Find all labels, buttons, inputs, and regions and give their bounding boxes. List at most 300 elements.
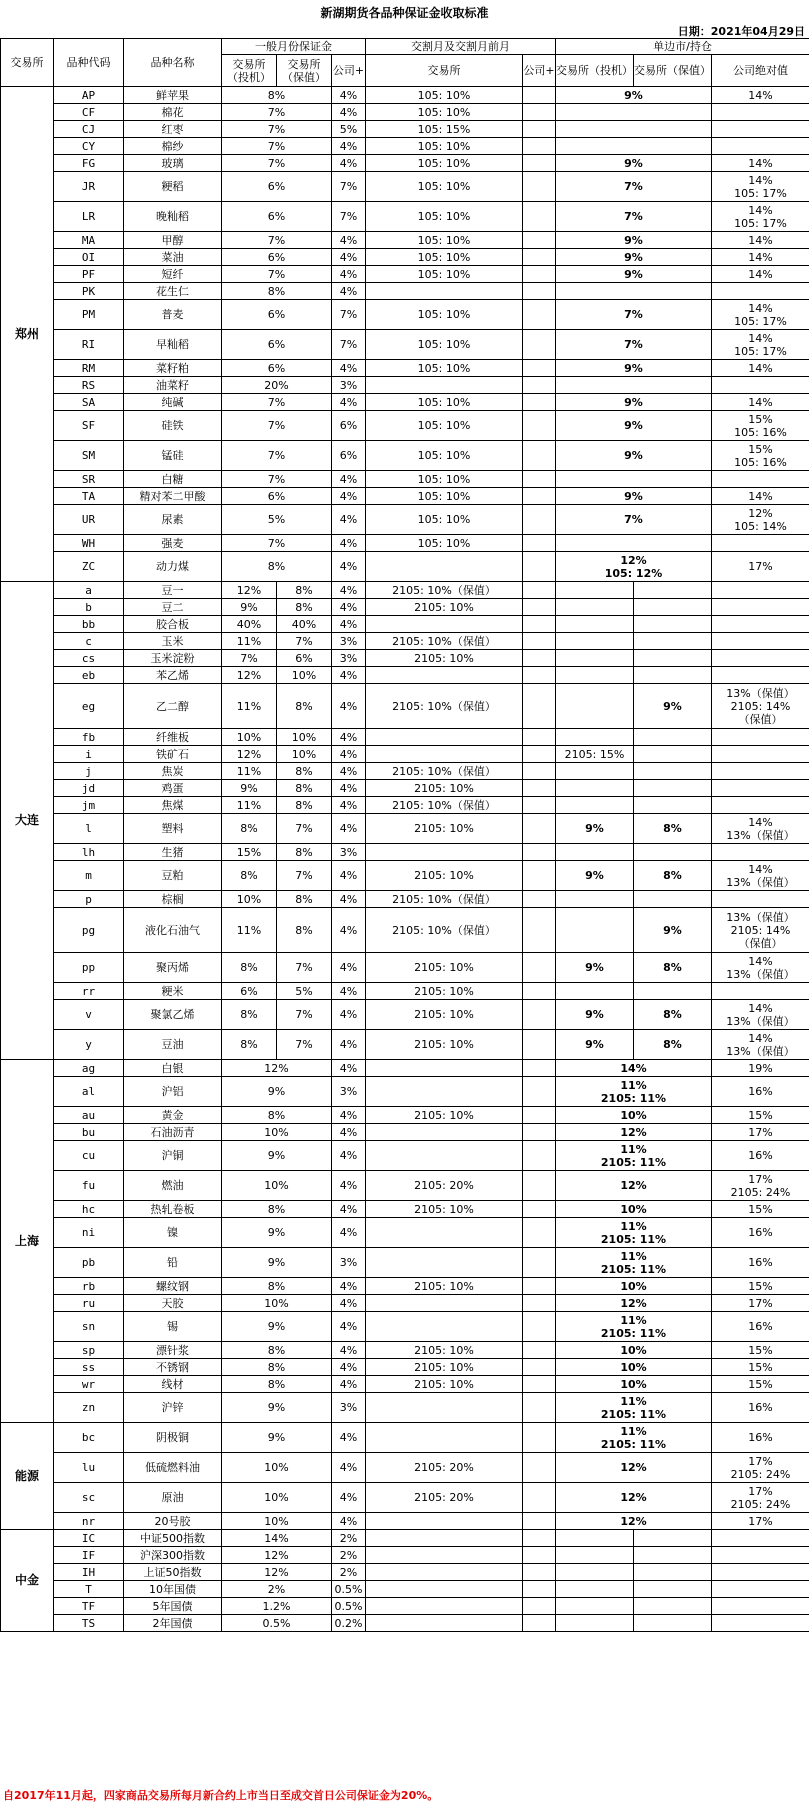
general-margin-cell: 9% [222,1393,332,1423]
single-hedge-cell [634,1598,712,1615]
table-row [1,797,809,814]
code-cell: TA [54,488,124,505]
single-margin-cell: 10% [556,1201,712,1218]
single-spec-cell [556,684,634,729]
general-company-cell: 4% [332,1000,366,1030]
general-spec-cell: 8% [222,1030,277,1060]
general-margin-cell: 6% [222,172,332,202]
general-margin-cell: 14% [222,1530,332,1547]
general-margin-cell: 10% [222,1295,332,1312]
name-cell: 纯碱 [124,394,222,411]
delivery-exchange-cell: 105: 10% [366,471,523,488]
single-company-cell: 17% [712,1124,809,1141]
general-company-cell: 5% [332,121,366,138]
single-company-cell [712,1564,809,1581]
general-margin-cell: 7% [222,104,332,121]
general-company-cell: 4% [332,582,366,599]
delivery-exchange-cell: 2105: 20% [366,1483,523,1513]
table-row [1,684,809,729]
table-row [1,1124,809,1141]
name-cell: 玉米淀粉 [124,650,222,667]
general-spec-cell: 11% [222,763,277,780]
single-hedge-cell [634,746,712,763]
general-margin-cell: 6% [222,488,332,505]
single-margin-cell [556,535,712,552]
single-margin-cell: 9% [556,488,712,505]
single-company-cell [712,844,809,861]
single-margin-cell: 11% 2105: 11% [556,1077,712,1107]
delivery-exchange-cell: 105: 10% [366,330,523,360]
general-company-cell: 4% [332,780,366,797]
code-cell: zn [54,1393,124,1423]
code-cell: PM [54,300,124,330]
single-margin-cell: 7% [556,202,712,232]
delivery-exchange-cell: 105: 10% [366,441,523,471]
general-company-cell: 4% [332,797,366,814]
general-margin-cell: 7% [222,121,332,138]
general-hedge-cell: 10% [277,746,332,763]
general-company-cell: 4% [332,1423,366,1453]
general-margin-cell: 6% [222,330,332,360]
single-spec-cell [556,908,634,953]
general-spec-cell: 11% [222,908,277,953]
delivery-company-cell [523,535,556,552]
general-spec-cell: 12% [222,746,277,763]
single-company-cell: 15% [712,1359,809,1376]
table-row [1,505,809,535]
single-company-cell: 13%（保值） 2105: 14% （保值） [712,908,809,953]
code-cell: y [54,1030,124,1060]
table-row [1,300,809,330]
header-exchange: 交易所 [1,39,54,87]
general-margin-cell: 10% [222,1171,332,1201]
general-margin-cell: 7% [222,441,332,471]
general-company-cell: 0.5% [332,1598,366,1615]
single-company-cell: 16% [712,1393,809,1423]
general-margin-cell: 10% [222,1124,332,1141]
name-cell: 花生仁 [124,283,222,300]
header-delivery: 交割月及交割月前月 [366,39,556,55]
code-cell: UR [54,505,124,535]
delivery-exchange-cell: 2105: 10% [366,599,523,616]
single-spec-cell [556,983,634,1000]
table-row [1,582,809,599]
code-cell: T [54,1581,124,1598]
header-single-spec: 交易所（投机） [556,55,634,87]
delivery-company-cell [523,1393,556,1423]
name-cell: 棕榈 [124,891,222,908]
delivery-exchange-cell [366,1141,523,1171]
code-cell: a [54,582,124,599]
code-cell: bb [54,616,124,633]
table-row [1,249,809,266]
general-spec-cell: 8% [222,861,277,891]
single-company-cell: 14% 13%（保值） [712,1030,809,1060]
delivery-company-cell [523,155,556,172]
table-row [1,1030,809,1060]
name-cell: 热轧卷板 [124,1201,222,1218]
single-hedge-cell [634,844,712,861]
table-row [1,1218,809,1248]
delivery-exchange-cell: 2105: 10%（保值） [366,891,523,908]
name-cell: 豆一 [124,582,222,599]
code-cell: TF [54,1598,124,1615]
general-company-cell: 4% [332,249,366,266]
single-margin-cell: 7% [556,330,712,360]
general-spec-cell: 8% [222,953,277,983]
delivery-company-cell [523,1598,556,1615]
table-row [1,121,809,138]
delivery-company-cell [523,1171,556,1201]
delivery-exchange-cell [366,377,523,394]
general-company-cell: 4% [332,104,366,121]
name-cell: 原油 [124,1483,222,1513]
general-company-cell: 4% [332,1359,366,1376]
single-company-cell: 16% [712,1141,809,1171]
delivery-company-cell [523,780,556,797]
single-hedge-cell: 9% [634,908,712,953]
general-margin-cell: 9% [222,1141,332,1171]
single-company-cell: 15% [712,1278,809,1295]
code-cell: IH [54,1564,124,1581]
general-hedge-cell: 40% [277,616,332,633]
name-cell: 10年国债 [124,1581,222,1598]
single-margin-cell [556,377,712,394]
general-margin-cell: 8% [222,87,332,104]
general-margin-cell: 12% [222,1060,332,1077]
single-company-cell: 14% [712,232,809,249]
single-company-cell [712,650,809,667]
name-cell: 红枣 [124,121,222,138]
code-cell: ZC [54,552,124,582]
single-margin-cell: 9% [556,411,712,441]
general-margin-cell: 9% [222,1248,332,1278]
code-cell: au [54,1107,124,1124]
single-hedge-cell: 8% [634,1000,712,1030]
table-row [1,1077,809,1107]
name-cell: 动力煤 [124,552,222,582]
general-company-cell: 3% [332,1248,366,1278]
name-cell: 精对苯二甲酸 [124,488,222,505]
report-date: 日期：2021年04月29日 [677,25,805,38]
code-cell: RI [54,330,124,360]
name-cell: 镍 [124,1218,222,1248]
single-spec-cell [556,891,634,908]
code-cell: jm [54,797,124,814]
name-cell: 豆粕 [124,861,222,891]
delivery-exchange-cell: 105: 10% [366,300,523,330]
delivery-company-cell [523,1423,556,1453]
delivery-company-cell [523,908,556,953]
table-row [1,1171,809,1201]
general-company-cell: 4% [332,1278,366,1295]
table-row [1,488,809,505]
table-row [1,1453,809,1483]
code-cell: ag [54,1060,124,1077]
delivery-company-cell [523,844,556,861]
delivery-exchange-cell [366,1513,523,1530]
code-cell: lu [54,1453,124,1483]
delivery-company-cell [523,1218,556,1248]
single-hedge-cell [634,780,712,797]
delivery-company-cell [523,1359,556,1376]
single-company-cell [712,582,809,599]
single-spec-cell [556,729,634,746]
delivery-company-cell [523,814,556,844]
delivery-exchange-cell: 2105: 10% [366,1030,523,1060]
delivery-company-cell [523,360,556,377]
single-company-cell: 16% [712,1077,809,1107]
general-margin-cell: 10% [222,1453,332,1483]
general-hedge-cell: 7% [277,861,332,891]
code-cell: pg [54,908,124,953]
general-hedge-cell: 7% [277,814,332,844]
code-cell: nr [54,1513,124,1530]
general-margin-cell: 9% [222,1312,332,1342]
general-company-cell: 4% [332,667,366,684]
general-company-cell: 4% [332,891,366,908]
table-row [1,283,809,300]
single-company-cell: 14% [712,155,809,172]
single-spec-cell: 9% [556,953,634,983]
name-cell: 燃油 [124,1171,222,1201]
delivery-company-cell [523,953,556,983]
name-cell: 沪铜 [124,1141,222,1171]
general-company-cell: 0.5% [332,1581,366,1598]
name-cell: 粳米 [124,983,222,1000]
table-row [1,1141,809,1171]
delivery-exchange-cell: 105: 10% [366,104,523,121]
delivery-exchange-cell [366,552,523,582]
general-company-cell: 4% [332,1218,366,1248]
name-cell: 锰硅 [124,441,222,471]
single-company-cell: 17% [712,552,809,582]
delivery-exchange-cell: 2105: 10% [366,780,523,797]
general-spec-cell: 9% [222,599,277,616]
delivery-company-cell [523,249,556,266]
table-row [1,844,809,861]
single-company-cell: 14% [712,360,809,377]
delivery-exchange-cell [366,1598,523,1615]
single-company-cell [712,599,809,616]
general-margin-cell: 7% [222,535,332,552]
table-row [1,1598,809,1615]
delivery-exchange-cell: 2105: 10%（保值） [366,797,523,814]
table-row [1,1615,809,1632]
single-margin-cell: 10% [556,1376,712,1393]
single-hedge-cell [634,1615,712,1632]
single-spec-cell [556,1564,634,1581]
delivery-company-cell [523,394,556,411]
general-margin-cell: 7% [222,232,332,249]
code-cell: hc [54,1201,124,1218]
name-cell: 普麦 [124,300,222,330]
general-company-cell: 4% [332,1312,366,1342]
delivery-company-cell [523,87,556,104]
single-company-cell [712,797,809,814]
table-row [1,104,809,121]
delivery-company-cell [523,1107,556,1124]
table-row [1,155,809,172]
general-margin-cell: 10% [222,1483,332,1513]
delivery-company-cell [523,1278,556,1295]
single-margin-cell: 11% 2105: 11% [556,1218,712,1248]
code-cell: SR [54,471,124,488]
general-margin-cell: 12% [222,1564,332,1581]
code-cell: sn [54,1312,124,1342]
code-cell: MA [54,232,124,249]
code-cell: m [54,861,124,891]
general-hedge-cell: 10% [277,729,332,746]
general-company-cell: 4% [332,1453,366,1483]
single-company-cell: 14% 105: 17% [712,330,809,360]
single-spec-cell [556,650,634,667]
code-cell: al [54,1077,124,1107]
single-company-cell: 15% [712,1107,809,1124]
table-row [1,1581,809,1598]
delivery-exchange-cell: 105: 10% [366,232,523,249]
single-company-cell: 15% [712,1342,809,1359]
code-cell: pp [54,953,124,983]
code-cell: SF [54,411,124,441]
name-cell: 焦炭 [124,763,222,780]
general-company-cell: 4% [332,266,366,283]
single-margin-cell [556,104,712,121]
single-margin-cell: 11% 2105: 11% [556,1248,712,1278]
delivery-company-cell [523,1077,556,1107]
name-cell: 沪铝 [124,1077,222,1107]
single-hedge-cell [634,582,712,599]
delivery-exchange-cell: 2105: 10%（保值） [366,633,523,650]
table-row [1,633,809,650]
name-cell: 黄金 [124,1107,222,1124]
single-hedge-cell [634,1547,712,1564]
name-cell: 强麦 [124,535,222,552]
delivery-exchange-cell: 2105: 10% [366,1000,523,1030]
table-row [1,983,809,1000]
code-cell: rb [54,1278,124,1295]
general-company-cell: 0.2% [332,1615,366,1632]
single-spec-cell [556,1581,634,1598]
general-company-cell: 4% [332,861,366,891]
delivery-exchange-cell: 105: 15% [366,121,523,138]
general-company-cell: 7% [332,202,366,232]
general-company-cell: 4% [332,232,366,249]
single-company-cell: 14% [712,488,809,505]
general-company-cell: 3% [332,650,366,667]
single-company-cell [712,1581,809,1598]
single-margin-cell: 9% [556,232,712,249]
general-margin-cell: 6% [222,202,332,232]
delivery-exchange-cell [366,616,523,633]
table-row [1,1423,809,1453]
single-margin-cell [556,471,712,488]
delivery-exchange-cell: 2105: 10% [366,1342,523,1359]
code-cell: j [54,763,124,780]
name-cell: 苯乙烯 [124,667,222,684]
general-company-cell: 3% [332,1077,366,1107]
delivery-exchange-cell: 2105: 10% [366,861,523,891]
general-company-cell: 4% [332,1342,366,1359]
delivery-company-cell [523,552,556,582]
table-row [1,266,809,283]
code-cell: ss [54,1359,124,1376]
table-row [1,1248,809,1278]
general-company-cell: 4% [332,814,366,844]
general-company-cell: 4% [332,1295,366,1312]
delivery-exchange-cell: 2105: 10% [366,1278,523,1295]
delivery-exchange-cell: 2105: 10%（保值） [366,684,523,729]
single-spec-cell [556,797,634,814]
general-company-cell: 4% [332,1060,366,1077]
delivery-exchange-cell [366,1564,523,1581]
name-cell: 胶合板 [124,616,222,633]
single-spec-cell [556,582,634,599]
general-company-cell: 4% [332,1124,366,1141]
single-company-cell: 15% 105: 16% [712,441,809,471]
table-row [1,1483,809,1513]
code-cell: JR [54,172,124,202]
single-company-cell [712,377,809,394]
single-margin-cell: 12% [556,1295,712,1312]
delivery-company-cell [523,377,556,394]
delivery-exchange-cell [366,1530,523,1547]
single-hedge-cell [634,599,712,616]
table-row [1,650,809,667]
name-cell: 玻璃 [124,155,222,172]
single-margin-cell: 7% [556,505,712,535]
single-company-cell [712,983,809,1000]
general-company-cell: 3% [332,844,366,861]
general-spec-cell: 10% [222,729,277,746]
single-company-cell [712,729,809,746]
general-margin-cell: 12% [222,1547,332,1564]
single-company-cell: 16% [712,1423,809,1453]
table-row [1,1547,809,1564]
delivery-exchange-cell: 105: 10% [366,155,523,172]
exchange-cell: 能源 [1,1423,54,1530]
delivery-company-cell [523,746,556,763]
single-company-cell: 12% 105: 14% [712,505,809,535]
code-cell: l [54,814,124,844]
code-cell: pb [54,1248,124,1278]
code-cell: CY [54,138,124,155]
single-hedge-cell: 8% [634,953,712,983]
delivery-exchange-cell: 105: 10% [366,202,523,232]
name-cell: 白糖 [124,471,222,488]
header-name: 品种名称 [124,39,222,87]
delivery-company-cell [523,1295,556,1312]
delivery-company-cell [523,1312,556,1342]
general-company-cell: 4% [332,535,366,552]
single-margin-cell: 12% [556,1124,712,1141]
general-company-cell: 3% [332,377,366,394]
delivery-exchange-cell [366,1581,523,1598]
delivery-exchange-cell: 105: 10% [366,172,523,202]
name-cell: 石油沥青 [124,1124,222,1141]
code-cell: ru [54,1295,124,1312]
general-company-cell: 4% [332,908,366,953]
delivery-company-cell [523,202,556,232]
name-cell: 短纤 [124,266,222,283]
single-company-cell [712,616,809,633]
delivery-exchange-cell: 2105: 10%（保值） [366,582,523,599]
single-company-cell: 14% 13%（保值） [712,814,809,844]
general-company-cell: 4% [332,729,366,746]
code-cell: IF [54,1547,124,1564]
table-row [1,814,809,844]
general-hedge-cell: 10% [277,667,332,684]
